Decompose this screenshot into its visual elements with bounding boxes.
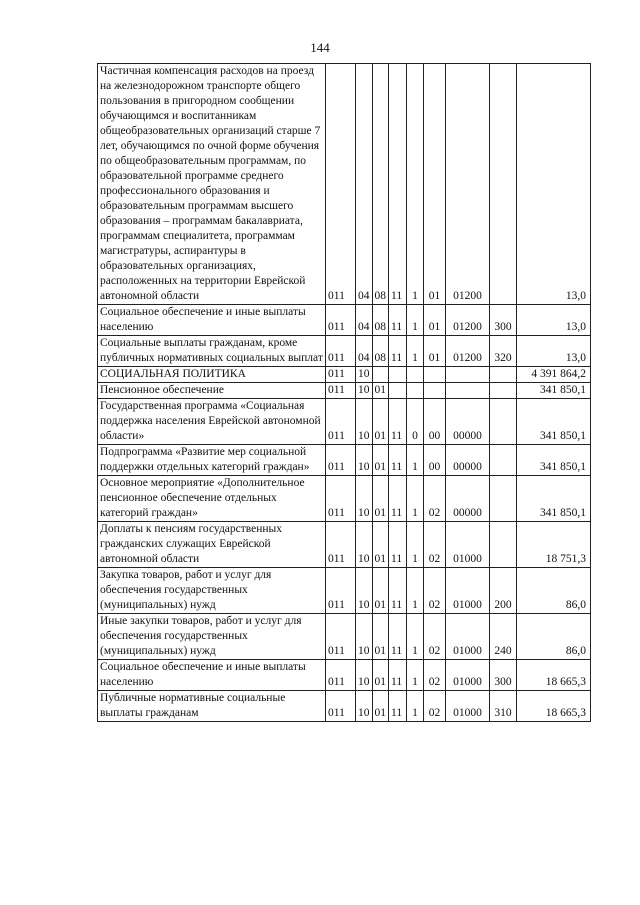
direction-code-cell: 00000 [446,476,490,522]
program-code-cell [389,367,407,383]
amount-cell: 18 665,3 [517,691,591,722]
expense-type-cell: 320 [490,336,517,367]
table-row [98,660,591,691]
expense-type-cell: 200 [490,568,517,614]
section-code-cell: 10 [356,383,373,399]
expense-type-cell [490,476,517,522]
program-code-cell: 11 [389,476,407,522]
direction-code-cell: 01000 [446,660,490,691]
expense-type-cell [490,64,517,305]
direction-code-cell: 00000 [446,445,490,476]
admin-code-cell: 011 [326,367,356,383]
admin-code-cell: 011 [326,336,356,367]
table-row [98,445,591,476]
expense-type-cell [490,383,517,399]
table-row [98,367,591,383]
subprogram-code-cell: 1 [407,691,424,722]
section-code-cell: 10 [356,445,373,476]
measure-code-cell: 02 [424,691,446,722]
measure-code-cell: 02 [424,614,446,660]
direction-code-cell: 01200 [446,336,490,367]
program-code-cell: 11 [389,336,407,367]
direction-code-cell: 01000 [446,614,490,660]
program-code-cell: 11 [389,399,407,445]
table-row [98,568,591,614]
admin-code-cell: 011 [326,64,356,305]
subprogram-code-cell: 1 [407,305,424,336]
subsection-code-cell: 08 [372,336,389,367]
amount-cell: 13,0 [517,305,591,336]
measure-code-cell: 01 [424,305,446,336]
section-code-cell: 10 [356,522,373,568]
amount-cell: 18 665,3 [517,660,591,691]
admin-code-cell: 011 [326,383,356,399]
subsection-code-cell: 01 [372,476,389,522]
measure-code-cell: 02 [424,522,446,568]
expense-type-cell [490,445,517,476]
subsection-code-cell: 01 [372,691,389,722]
admin-code-cell: 011 [326,691,356,722]
amount-cell: 13,0 [517,64,591,305]
expense-type-cell [490,367,517,383]
row-name: Государственная программа «Социальная поддержка населения Еврейской автономной области» [98,399,326,445]
measure-code-cell: 02 [424,660,446,691]
amount-cell: 86,0 [517,568,591,614]
row-name: Иные закупки товаров, работ и услуг для обеспечения государственных (муниципальных) нужд [98,614,326,660]
budget-table [97,63,591,722]
expense-type-cell: 310 [490,691,517,722]
measure-code-cell [424,383,446,399]
subprogram-code-cell [407,367,424,383]
table-row [98,383,591,399]
amount-cell: 341 850,1 [517,399,591,445]
amount-cell: 341 850,1 [517,476,591,522]
subprogram-code-cell: 0 [407,399,424,445]
admin-code-cell: 011 [326,614,356,660]
expense-type-cell [490,522,517,568]
program-code-cell: 11 [389,445,407,476]
direction-code-cell: 01000 [446,691,490,722]
direction-code-cell [446,367,490,383]
measure-code-cell: 00 [424,399,446,445]
subsection-code-cell: 01 [372,383,389,399]
section-code-cell: 10 [356,399,373,445]
section-code-cell: 10 [356,660,373,691]
row-name: Доплаты к пенсиям государственных гражданских служащих Еврейской автономной области [98,522,326,568]
subsection-code-cell: 01 [372,568,389,614]
direction-code-cell: 01200 [446,305,490,336]
admin-code-cell: 011 [326,522,356,568]
program-code-cell: 11 [389,64,407,305]
direction-code-cell: 01000 [446,522,490,568]
measure-code-cell: 01 [424,64,446,305]
subsection-code-cell: 01 [372,399,389,445]
subprogram-code-cell: 1 [407,445,424,476]
program-code-cell: 11 [389,660,407,691]
subsection-code-cell: 01 [372,660,389,691]
section-code-cell: 04 [356,64,373,305]
measure-code-cell: 00 [424,445,446,476]
table-row [98,522,591,568]
subprogram-code-cell: 1 [407,522,424,568]
table-row [98,64,591,305]
subprogram-code-cell: 1 [407,614,424,660]
measure-code-cell [424,367,446,383]
subsection-code-cell [372,367,389,383]
admin-code-cell: 011 [326,445,356,476]
measure-code-cell: 02 [424,568,446,614]
table-row [98,336,591,367]
subprogram-code-cell: 1 [407,336,424,367]
table-row [98,476,591,522]
row-name: Пенсионное обеспечение [98,383,326,399]
row-name: Социальное обеспечение и иные выплаты населению [98,660,326,691]
amount-cell: 86,0 [517,614,591,660]
row-name: Частичная компенсация расходов на проезд на железнодорожном транспорте общего пользования в пригородном сообщении обучающимся и воспитанникам общеобразовательных организаций старше 7 лет, обучающимся по очной форме обучения по общеобразовательным программам, по образовательной программе среднего профессионального образования и образовательным программам высшего образования – программам бакалавриата, программам специалитета, программам магистратуры, аспирантуры в образовательных организациях, расположенных на территории Еврейской автономной области [98,64,326,305]
row-name: СОЦИАЛЬНАЯ ПОЛИТИКА [98,367,326,383]
section-code-cell: 10 [356,691,373,722]
program-code-cell [389,383,407,399]
direction-code-cell: 01200 [446,64,490,305]
subprogram-code-cell: 1 [407,64,424,305]
expense-type-cell [490,399,517,445]
subprogram-code-cell: 1 [407,476,424,522]
subsection-code-cell: 01 [372,522,389,568]
row-name: Закупка товаров, работ и услуг для обеспечения государственных (муниципальных) нужд [98,568,326,614]
program-code-cell: 11 [389,691,407,722]
admin-code-cell: 011 [326,399,356,445]
table-row [98,614,591,660]
row-name: Социальные выплаты гражданам, кроме публичных нормативных социальных выплат [98,336,326,367]
section-code-cell: 04 [356,305,373,336]
section-code-cell: 10 [356,568,373,614]
section-code-cell: 04 [356,336,373,367]
amount-cell: 13,0 [517,336,591,367]
amount-cell: 341 850,1 [517,383,591,399]
subsection-code-cell: 08 [372,64,389,305]
program-code-cell: 11 [389,305,407,336]
page-number: 144 [310,40,330,55]
section-code-cell: 10 [356,367,373,383]
section-code-cell: 10 [356,614,373,660]
table-body [98,64,591,722]
row-name: Публичные нормативные социальные выплаты гражданам [98,691,326,722]
row-name: Социальное обеспечение и иные выплаты населению [98,305,326,336]
admin-code-cell: 011 [326,660,356,691]
measure-code-cell: 02 [424,476,446,522]
table-row [98,399,591,445]
row-name: Основное мероприятие «Дополнительное пенсионное обеспечение отдельных категорий граждан» [98,476,326,522]
subsection-code-cell: 01 [372,614,389,660]
direction-code-cell: 00000 [446,399,490,445]
amount-cell: 18 751,3 [517,522,591,568]
expense-type-cell: 240 [490,614,517,660]
subsection-code-cell: 08 [372,305,389,336]
direction-code-cell [446,383,490,399]
program-code-cell: 11 [389,614,407,660]
row-name: Подпрограмма «Развитие мер социальной поддержки отдельных категорий граждан» [98,445,326,476]
admin-code-cell: 011 [326,476,356,522]
expense-type-cell: 300 [490,305,517,336]
program-code-cell: 11 [389,522,407,568]
amount-cell: 4 391 864,2 [517,367,591,383]
table-row [98,691,591,722]
program-code-cell: 11 [389,568,407,614]
admin-code-cell: 011 [326,568,356,614]
measure-code-cell: 01 [424,336,446,367]
subprogram-code-cell: 1 [407,568,424,614]
direction-code-cell: 01000 [446,568,490,614]
subprogram-code-cell: 1 [407,660,424,691]
subsection-code-cell: 01 [372,445,389,476]
table-row [98,305,591,336]
subprogram-code-cell [407,383,424,399]
section-code-cell: 10 [356,476,373,522]
amount-cell: 341 850,1 [517,445,591,476]
admin-code-cell: 011 [326,305,356,336]
expense-type-cell: 300 [490,660,517,691]
